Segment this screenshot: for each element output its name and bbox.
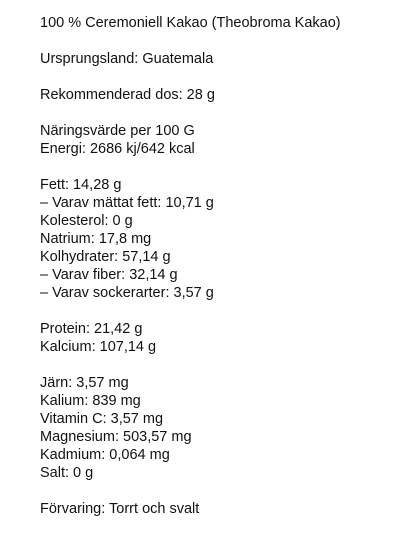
spacer	[40, 302, 410, 320]
nutrient-line: Kalcium: 107,14 g	[40, 339, 157, 355]
nutrient-line: – Varav sockerarter: 3,57 g	[40, 285, 214, 301]
nutrient-line: Kolesterol: 0 g	[40, 213, 133, 229]
fat-carb-group	[40, 176, 410, 302]
nutrient-line: – Varav mättat fett: 10,71 g	[40, 195, 214, 211]
recommended-dose: Rekommenderad dos: 28 g	[40, 87, 215, 103]
nutrient-line: Kadmium: 0,064 mg	[40, 447, 170, 463]
nutrient-line: Vitamin C: 3,57 mg	[40, 411, 164, 427]
spacer	[40, 158, 410, 176]
document-title: 100 % Ceremoniell Kakao (Theobroma Kakao)	[40, 15, 341, 31]
spacer	[40, 104, 410, 122]
protein-group	[40, 320, 410, 356]
origin-country: Ursprungsland: Guatemala	[40, 51, 214, 67]
nutrient-line: Natrium: 17,8 mg	[40, 231, 152, 247]
nutrient-line: – Varav fiber: 32,14 g	[40, 267, 178, 283]
nutrient-line: Kolhydrater: 57,14 g	[40, 249, 171, 265]
spacer	[40, 68, 410, 86]
nutrient-line: Fett: 14,28 g	[40, 177, 122, 193]
energy-value: Energi: 2686 kj/642 kcal	[40, 141, 195, 157]
nutrient-line: Kalium: 839 mg	[40, 393, 141, 409]
nutrition-header: Näringsvärde per 100 G	[40, 123, 195, 139]
mineral-group	[40, 374, 410, 482]
nutrient-line: Järn: 3,57 mg	[40, 375, 129, 391]
product-info-document	[40, 14, 410, 518]
spacer	[40, 32, 410, 50]
nutrient-line: Magnesium: 503,57 mg	[40, 429, 192, 445]
storage-instructions: Förvaring: Torrt och svalt	[40, 501, 200, 517]
spacer	[40, 356, 410, 374]
nutrient-line: Salt: 0 g	[40, 465, 94, 481]
spacer	[40, 482, 410, 500]
nutrient-line: Protein: 21,42 g	[40, 321, 143, 337]
